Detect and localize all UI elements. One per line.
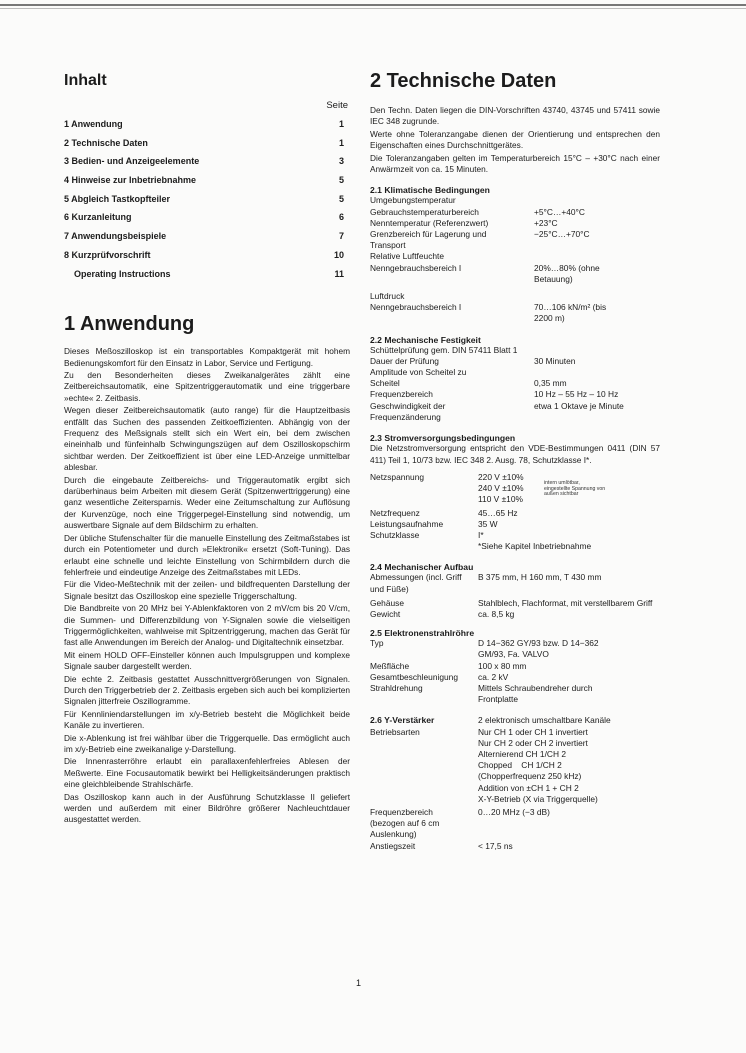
- toc-title: Inhalt: [64, 72, 107, 89]
- paragraph: Die echte 2. Zeitbasis gestattet Ausschnittvergrößerungen von Signalen. Durch den Triggerbetrieb der 2. Zeitbasis ergeben sich auch bei komplizierten Signalen jitterfreie Oszillogramme.: [64, 673, 350, 707]
- mode-list: [478, 727, 660, 805]
- toc-item[interactable]: [64, 190, 350, 209]
- spec-value: [534, 291, 660, 302]
- spec-value: Stahlblech, Flachformat, mit verstellbarem Griff: [478, 597, 653, 608]
- spec-label: Luftdruck: [370, 291, 405, 302]
- toc-item-label: 6 Kurzanleitung: [64, 212, 132, 223]
- spec-row: [370, 672, 660, 683]
- spec-label: Gesamtbeschleunigung: [370, 671, 458, 682]
- spec-value: < 17,5 ns: [478, 840, 513, 851]
- spec-text: Schüttelprüfung gem. DIN 57411 Blatt 1: [370, 344, 518, 355]
- spec-value: Mittels Schraubendreher durch Frontplatte: [478, 682, 593, 705]
- toc-item-label: 2 Technische Daten: [64, 137, 148, 148]
- spec-value: etwa 1 Oktave je Minute: [534, 400, 624, 411]
- spec-row: [370, 609, 660, 620]
- spec-value: ca. 8,5 kg: [478, 608, 515, 619]
- paragraph: Den Techn. Daten liegen die DIN-Vorschriften 43740, 43745 und 57411 sowie IEC 348 zugrunde.: [370, 105, 660, 127]
- toc-item-label: 3 Bedien- und Anzeigeelemente: [64, 156, 200, 167]
- spec-label: Abmessungen (incl. Griff und Füße): [370, 572, 462, 594]
- spec-value: I*: [478, 529, 484, 540]
- spec-label: Anstiegszeit: [370, 840, 416, 851]
- spec-value: B 375 mm, H 160 mm, T 430 mm: [478, 572, 602, 583]
- toc-item-page: 5: [338, 175, 344, 186]
- right-column: [370, 60, 660, 852]
- spec-label: Frequenzbereich: [370, 389, 433, 400]
- spec-label: Gebrauchstemperaturbereich: [370, 206, 479, 217]
- paragraph: Die x-Ablenkung ist frei wählbar über die Triggerquelle. Das ermöglicht auch im x/y-Betrieb eine zweikanalige y-Darstellung.: [64, 732, 350, 754]
- spec-value: D 14−362 GY/93 bzw. D 14−362 GM/93, Fa. VALVO: [478, 638, 599, 660]
- mode-item: Addition von ±CH 1 + CH 2: [478, 782, 579, 793]
- spec-row: [370, 356, 660, 367]
- page-number: 1: [356, 978, 362, 988]
- paragraph: Wegen dieser Zeitbereichsautomatik (auto range) für die Hauptzeitbasis entfällt das Suchen des passenden Zeitkoeffizienten. Abhängig von der Frequenz des Meßsignals stellt sich ein Wert ein, bei dem zwischen eineinhalb und fünfeinhalb Schwingungszügen auf dem Oszilloskopschirm sichtbar werden. Der Zeitkoeffizient ist über eine LED-Anzeige unmittelbar ablesbar.: [64, 405, 350, 473]
- paragraph: Werte ohne Toleranzangabe dienen der Orientierung und entsprechen den Eigenschaften eines Durchschnittgerätes.: [370, 128, 660, 151]
- spec-row: [370, 530, 660, 541]
- spec-value: [534, 251, 660, 262]
- spec-value: 2 elektronisch umschaltbare Kanäle: [478, 715, 611, 726]
- toc-item-page: 6: [338, 212, 344, 223]
- paragraph: Die Toleranzangaben gelten im Temperaturbereich 15°C – +30°C nach einer Anwärmzeit von ca. 15 Minuten.: [370, 152, 660, 175]
- spec-row: [370, 715, 660, 726]
- spec-label: Relative Luftfeuchte: [370, 251, 445, 262]
- toc-list: [64, 115, 350, 283]
- mode-item: Nur CH 2 oder CH 2 invertiert: [478, 737, 588, 748]
- spec-value: 10 Hz – 55 Hz – 10 Hz: [534, 389, 619, 400]
- paragraph: Für die Video-Meßtechnik mit der zeilen- und bildfrequenten Darstellung der Signale besitzt das Oszilloskop eine spezielle Triggerschaltung.: [64, 579, 350, 601]
- toc-item-page: 7: [338, 231, 344, 242]
- spec-label: Nenntemperatur (Referenzwert): [370, 217, 489, 228]
- spec-label: Strahldrehung: [370, 682, 423, 693]
- mode-item: X-Y-Betrieb (X via Triggerquelle): [478, 793, 598, 804]
- spec-row: [370, 389, 660, 400]
- mode-item: (Chopperfrequenz 250 kHz): [478, 771, 582, 782]
- toc-item-page: 10: [333, 249, 344, 260]
- spec-value: 70…106 kN/m² (bis 2200 m): [534, 302, 607, 324]
- spec-row: [370, 807, 660, 841]
- toc-item[interactable]: [64, 265, 350, 284]
- subsection-title: 2.2 Mechanische Festigkeit: [370, 334, 481, 345]
- spec-row: [370, 541, 660, 552]
- toc-item-label: 5 Abgleich Tastkopfteiler: [64, 193, 171, 204]
- toc-item-label: Operating Instructions: [74, 268, 171, 279]
- spec-value: 20%…80% (ohne Betauung): [534, 262, 600, 284]
- paragraph: Der übliche Stufenschalter für die manuelle Einstellung des Zeitmaßstabes ist durch ein Potentiometer und durch »Elektronik« ersetzt (Soft-Tuning). Das erlaubt eine schnelle und leichte Einstellung von Schirmbildern durch die fehlerfreie und eindeutige Anzeige des Zeitmaßstabes mit LEDs.: [64, 532, 350, 577]
- subsection-title: 2.6 Y-Verstärker: [370, 715, 435, 726]
- spec-row: [370, 638, 660, 660]
- spec-row: [370, 841, 660, 852]
- spec-value: 100 x 80 mm: [478, 660, 527, 671]
- spec-row: [370, 472, 660, 506]
- spec-row: [370, 572, 660, 594]
- spec-label: Leistungsaufnahme: [370, 518, 444, 529]
- spec-line: [370, 345, 660, 356]
- spec-label: Gehäuse: [370, 597, 404, 608]
- spec-value: 35 W: [478, 518, 498, 529]
- subsection-title: 2.5 Elektronenstrahlröhre: [370, 628, 475, 639]
- spec-value: 30 Minuten: [534, 355, 576, 366]
- voltage-value: 240 V ±10%: [478, 483, 524, 494]
- toc-item-label: 8 Kurzprüfvorschrift: [64, 249, 151, 260]
- spec-label: Grenzbereich für Lagerung und Transport: [370, 229, 487, 251]
- paragraph: Zu den Besonderheiten dieses Zweikanalgerätes zählt eine Zeitbereichsautomatik, eine Spitzentriggerautomatik und eine triggerbare »echte« 2. Zeitbasis.: [64, 370, 350, 403]
- spec-label: Schutzklasse: [370, 529, 420, 540]
- spec-label: Amplitude von Scheitel zu Scheitel: [370, 367, 467, 389]
- voltage-value: 220 V ±10%: [478, 471, 524, 482]
- spec-row: [370, 367, 660, 389]
- mode-item: Nur CH 1 oder CH 1 invertiert: [478, 726, 588, 737]
- spec-row: [370, 218, 660, 229]
- toc-item[interactable]: [64, 115, 350, 134]
- section-title-anwendung: 1 Anwendung: [64, 313, 195, 336]
- spec-value: [534, 195, 660, 206]
- paragraph: Die Bandbreite von 20 MHz bei Y-Ablenkfaktoren von 2 mV/cm bis 20 V/cm, die Summen- und Differenzbildung von Y-Signalen sowie die vielseitigen Triggermöglichkeiten, wahlweise mit Spitzentriggerung, machen das Gerät für fast alle Anwendungen im Bereich der Analog- und Digitaltechnik einsetzbar.: [64, 603, 350, 648]
- spec-label: Nenngebrauchsbereich I: [370, 262, 462, 273]
- spec-label: Umgebungstemperatur: [370, 195, 456, 206]
- paragraph: Die Netzstromversorgung entspricht den VDE-Bestimmungen 0411 (DIN 57 411) Teil 1, 10/73 bzw. IEC 348 2. Ausg. 78, Schutzklasse I*.: [370, 443, 660, 465]
- toc-item[interactable]: [64, 134, 350, 153]
- paragraph: Das Oszilloskop kann auch in der Ausführung Schutzklasse II geliefert werden und außerdem mit einer Bildröhre größerer Nachleuchtdauer ausgestattet werden.: [64, 791, 350, 825]
- spec-row: [370, 291, 660, 302]
- footnote: *Siehe Kapitel Inbetriebnahme: [478, 541, 592, 552]
- spec-row: [370, 683, 660, 705]
- spec-row: [370, 727, 660, 805]
- anwendung-body: [64, 346, 350, 826]
- mode-item: Chopped CH 1/CH 2: [478, 760, 562, 771]
- toc-item[interactable]: [64, 171, 350, 190]
- spec-row: [370, 302, 660, 324]
- paragraph: Durch die eingebaute Zeitbereichs- und Triggerautomatik ergibt sich darüberhinaus beim Arbeiten mit diesem Gerät (Spitzenwerttriggerung) eine ganz wesentliche Zeitersparnis. Weder eine Zeitumschaltung zur Auflösung der Kurvenzüge, noch eine Triggerpegel-Einstellung sind notwendig, um auswertbare Signale auf dem Bildschirm zu erhalten.: [64, 474, 350, 531]
- toc-item-page: 1: [338, 119, 344, 129]
- spec-value: +23°C: [534, 217, 558, 228]
- mode-item: Alternierend CH 1/CH 2: [478, 748, 566, 759]
- spec-label: Gewicht: [370, 608, 401, 619]
- toc-item[interactable]: [64, 208, 350, 227]
- toc-item-page: 3: [338, 156, 344, 167]
- voltage-value: 110 V ±10%: [478, 494, 523, 505]
- spec-label: Frequenzbereich (bezogen auf 6 cm Auslenkung): [370, 806, 440, 840]
- toc-item[interactable]: [64, 152, 350, 171]
- top-border: [0, 4, 746, 6]
- toc-item-label: 1 Anwendung: [64, 119, 123, 129]
- toc-item-label: 4 Hinweise zur Inbetriebnahme: [64, 175, 197, 186]
- spec-row: [370, 598, 660, 609]
- subsection-title: 2.1 Klimatische Bedingungen: [370, 185, 490, 196]
- paragraph: Dieses Meßoszilloskop ist ein transportables Kompaktgerät mit hohem Bedienungskomfort für den Einsatz in Labor, Service und Fertigung.: [64, 346, 350, 368]
- spec-label: Netzfrequenz: [370, 507, 420, 518]
- spec-value: 45…65 Hz: [478, 507, 518, 518]
- voltage-values: [478, 472, 538, 506]
- spec-row: [370, 263, 660, 285]
- spec-value: ca. 2 kV: [478, 671, 509, 682]
- spec-row: [370, 195, 660, 206]
- spec-label: Geschwindigkeit der Frequenzänderung: [370, 400, 446, 422]
- spec-label: Betriebsarten: [370, 726, 420, 737]
- spec-label: Meßfläche: [370, 660, 410, 671]
- paragraph: Mit einem HOLD OFF-Einsteller können auch Impulsgruppen und komplexe Signale sauber dargestellt werden.: [64, 649, 350, 672]
- spec-row: [370, 508, 660, 519]
- toc-item-page: 5: [338, 193, 344, 204]
- voltage-note: intern umlötbar, eingestellte Spannung von außen sichtbar: [544, 479, 606, 498]
- toc-item-label: 7 Anwendungsbeispiele: [64, 231, 167, 242]
- toc-item-page: 1: [338, 137, 344, 148]
- spec-label: Netzspannung: [370, 471, 425, 482]
- spec-row: [370, 519, 660, 530]
- toc-page-header: Seite: [326, 100, 348, 111]
- spec-row: [370, 401, 660, 423]
- spec-row: [370, 661, 660, 672]
- spec-value: 0…20 MHz (−3 dB): [478, 806, 550, 817]
- spec-label: Typ: [370, 638, 384, 649]
- spec-row: [370, 251, 660, 262]
- spec-value: +5°C…+40°C: [534, 206, 585, 217]
- paragraph: Die Innenrasterröhre erlaubt ein parallaxenfehlerfreies Ablesen der Meßwerte. Eine Focusautomatik bewirkt bei Helligkeitsänderungen praktisch eine gleichbleibende Strahlschärfe.: [64, 756, 350, 790]
- toc-item[interactable]: [64, 227, 350, 246]
- section-title-techdaten: 2 Technische Daten: [370, 70, 557, 92]
- toc-item-page: 11: [334, 268, 344, 279]
- top-border-secondary: [0, 8, 746, 9]
- paragraph: Für Kennliniendarstellungen im x/y-Betrieb besteht die Möglichkeit beide Kanäle zu invertieren.: [64, 708, 350, 731]
- spec-row: [370, 229, 660, 251]
- spec-row: [370, 207, 660, 218]
- left-column: [64, 60, 350, 827]
- spec-label: Nenngebrauchsbereich I: [370, 302, 462, 313]
- spec-label: Dauer der Prüfung: [370, 355, 439, 366]
- spec-value: −25°C…+70°C: [534, 229, 590, 240]
- subsection-title: 2.4 Mechanischer Aufbau: [370, 562, 474, 573]
- spec-value: 0,35 mm: [534, 378, 567, 389]
- subsection-title: 2.3 Stromversorgungsbedingungen: [370, 433, 516, 444]
- toc-item[interactable]: [64, 246, 350, 265]
